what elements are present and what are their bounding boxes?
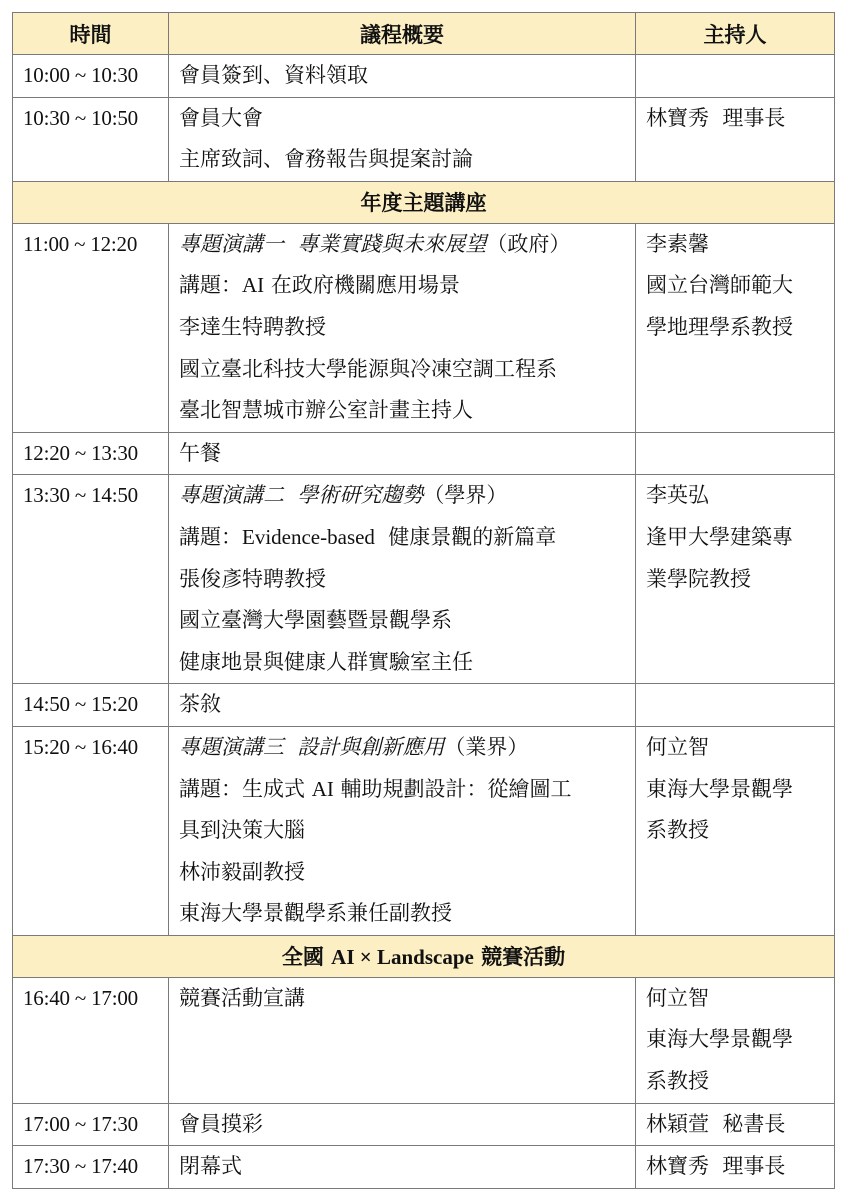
agenda-table [12, 12, 835, 1189]
host-cell: 林寶秀 理事長 [636, 97, 835, 181]
host-cell [636, 432, 835, 475]
host-cell: 林寶秀 理事長 [636, 1146, 835, 1189]
host-cell: 李素馨 國立台灣師範大 學地理學系教授 [636, 223, 835, 432]
agenda-cell: 會員摸彩 [169, 1103, 636, 1146]
host-cell: 李英弘 逢甲大學建築專 業學院教授 [636, 475, 835, 684]
header-row [13, 13, 835, 55]
agenda-cell: 專題演講三 設計與創新應用（業界） 講題：生成式 AI 輔助規劃設計：從繪圖工 具到決策大腦 林沛毅副教授 東海大學景觀學系兼任副教授 [169, 726, 636, 935]
time-cell: 10:00 ~ 10:30 [13, 55, 169, 98]
time-cell: 13:30 ~ 14:50 [13, 475, 169, 684]
time-cell: 15:20 ~ 16:40 [13, 726, 169, 935]
table-row [13, 726, 835, 935]
header-host: 主持人 [636, 13, 835, 55]
table-row [13, 223, 835, 432]
agenda-cell: 專題演講一 專業實踐與未來展望（政府） 講題：AI 在政府機關應用場景 李達生特聘教授 國立臺北科技大學能源與冷凍空調工程系 臺北智慧城市辦公室計畫主持人 [169, 223, 636, 432]
table-row [13, 432, 835, 475]
table-row [13, 977, 835, 1103]
agenda-cell: 閉幕式 [169, 1146, 636, 1189]
agenda-cell: 專題演講二 學術研究趨勢（學界） 講題：Evidence-based 健康景觀的新篇章 張俊彥特聘教授 國立臺灣大學園藝暨景觀學系 健康地景與健康人群實驗室主任 [169, 475, 636, 684]
time-cell: 16:40 ~ 17:00 [13, 977, 169, 1103]
table-row [13, 1146, 835, 1189]
section-title: 年度主題講座 [13, 181, 835, 223]
talk-tag: （學界） [423, 483, 508, 508]
table-row [13, 684, 835, 727]
time-cell: 17:00 ~ 17:30 [13, 1103, 169, 1146]
agenda-cell: 會員大會 主席致詞、會務報告與提案討論 [169, 97, 636, 181]
header-time: 時間 [13, 13, 169, 55]
table-row [13, 55, 835, 98]
agenda-cell: 競賽活動宣講 [169, 977, 636, 1103]
time-cell: 14:50 ~ 15:20 [13, 684, 169, 727]
talk-title: 專題演講二 學術研究趨勢 [179, 483, 424, 508]
host-cell: 何立智 東海大學景觀學 系教授 [636, 977, 835, 1103]
host-cell [636, 684, 835, 727]
time-cell: 17:30 ~ 17:40 [13, 1146, 169, 1189]
talk-title: 專題演講三 設計與創新應用 [179, 734, 445, 759]
host-cell: 何立智 東海大學景觀學 系教授 [636, 726, 835, 935]
table-row [13, 97, 835, 181]
section-row [13, 935, 835, 977]
section-title: 全國 AI × Landscape 競賽活動 [13, 935, 835, 977]
host-cell [636, 55, 835, 98]
agenda-cell: 茶敘 [169, 684, 636, 727]
time-cell: 10:30 ~ 10:50 [13, 97, 169, 181]
section-row [13, 181, 835, 223]
talk-tag: （政府） [486, 231, 571, 256]
time-cell: 12:20 ~ 13:30 [13, 432, 169, 475]
agenda-cell: 會員簽到、資料領取 [169, 55, 636, 98]
table-row [13, 1103, 835, 1146]
talk-tag: （業界） [444, 734, 529, 759]
time-cell: 11:00 ~ 12:20 [13, 223, 169, 432]
header-agenda: 議程概要 [169, 13, 636, 55]
table-row [13, 475, 835, 684]
talk-title: 專題演講一 專業實踐與未來展望 [179, 231, 487, 256]
host-cell: 林穎萱 秘書長 [636, 1103, 835, 1146]
agenda-cell: 午餐 [169, 432, 636, 475]
